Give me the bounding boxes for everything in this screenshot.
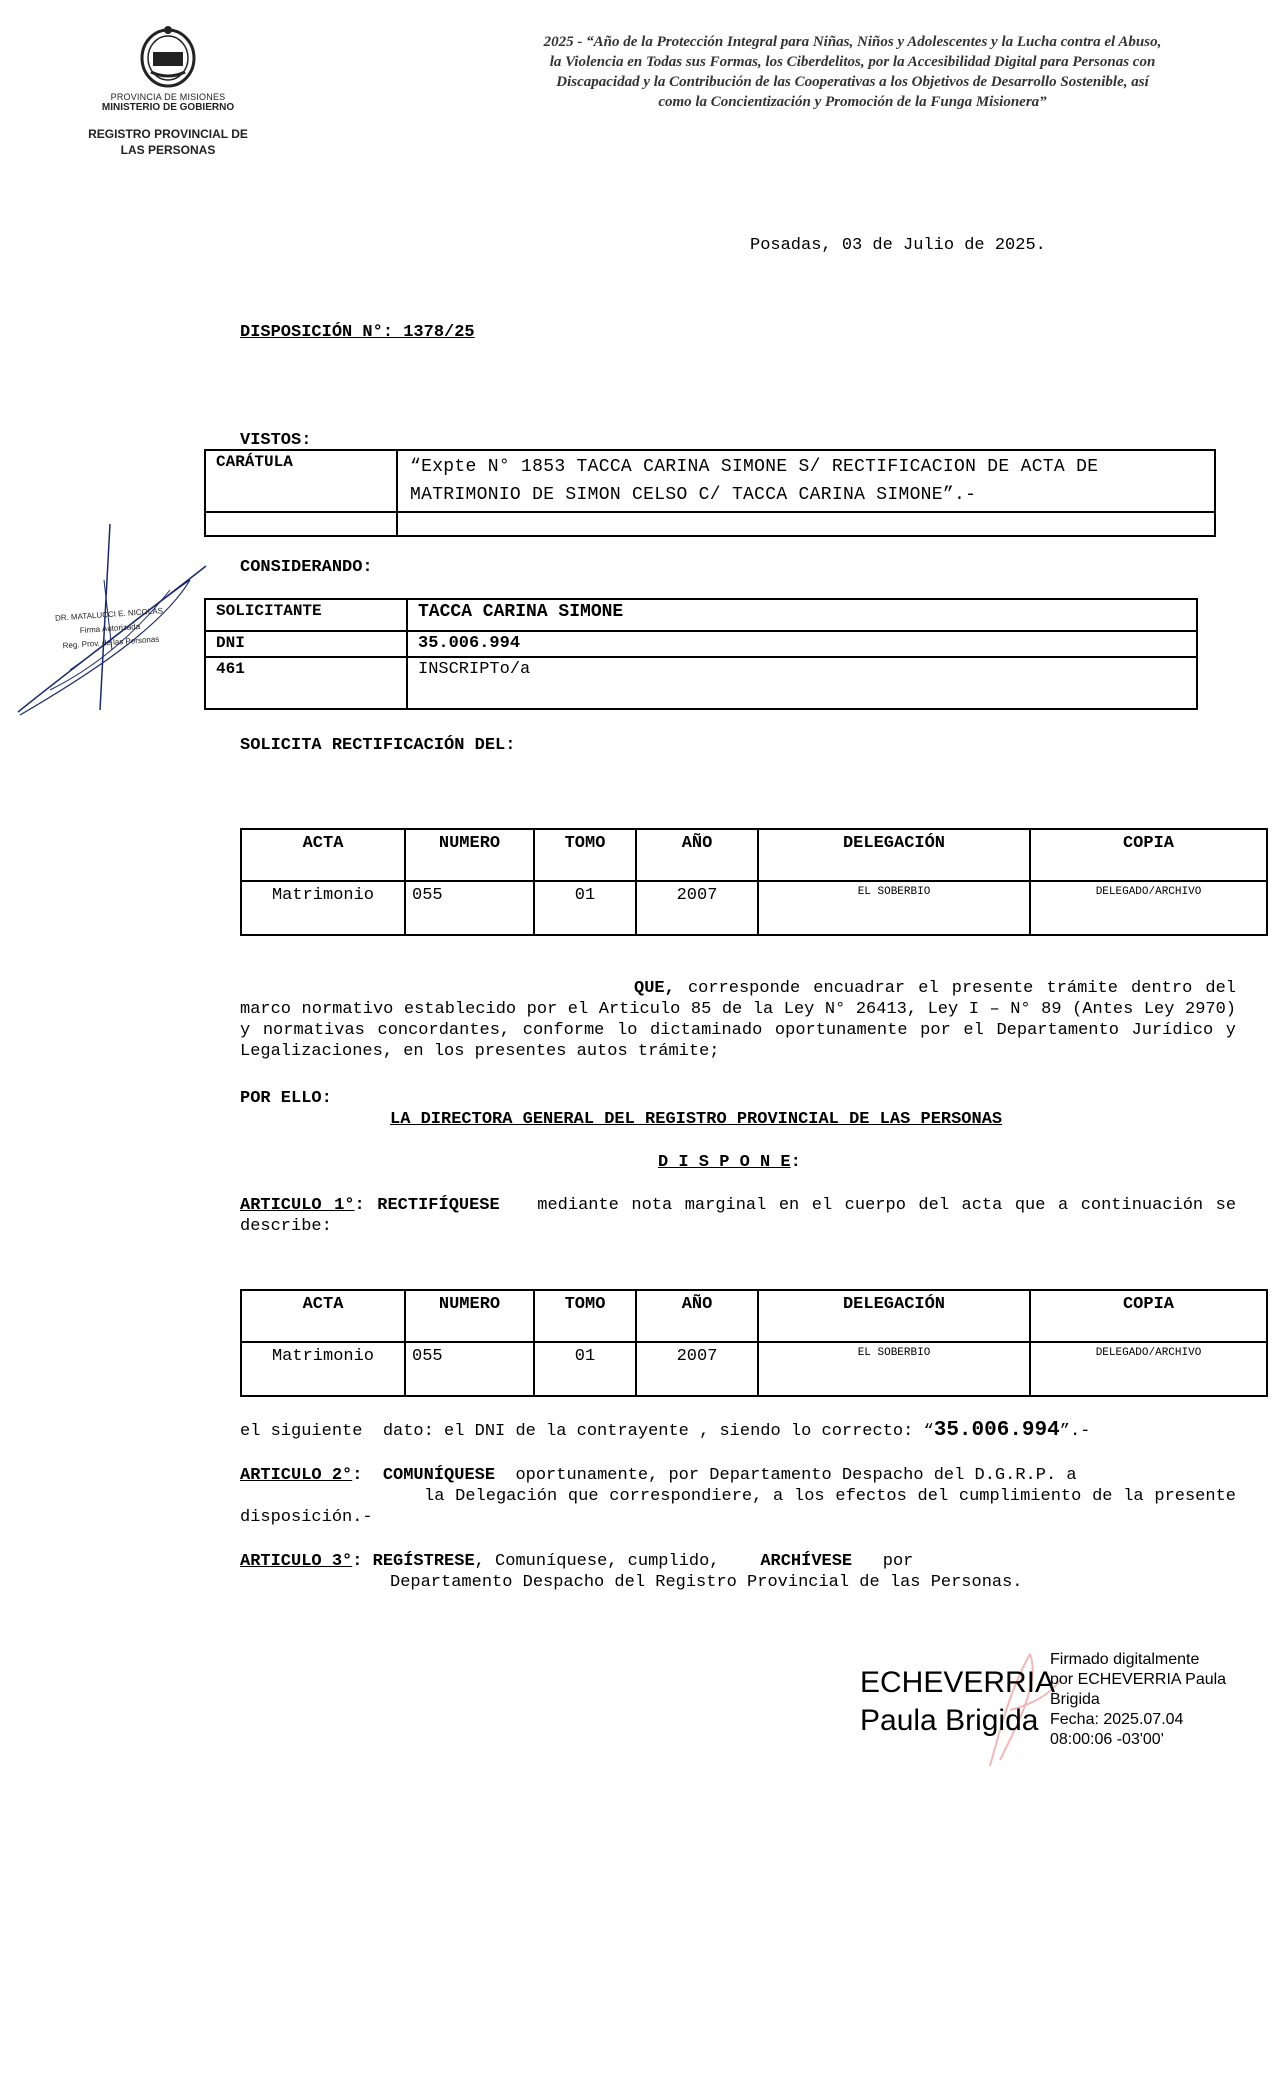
solicitante-label: SOLICITANTE [205,599,407,631]
cell-numero: 055 [405,881,534,935]
dato-close: ”.- [1059,1422,1091,1441]
dispone-heading [658,1152,801,1173]
cell-delegacion: EL SOBERBIO [758,1342,1030,1396]
year-motto: 2025 - “Año de la Protección Integral para Niñas, Niños y Adolescentes y la Lucha contra el Abuso, la Violencia en Todas sus Formas, los Ciberdelitos, por la Accesibilidad Digital para Personas con Discapacidad y la Contribución de las Cooperativas a los Objetivos de Desarrollo Sostenible, así como la Concientización y Promoción de la Funga Misionera” [543,34,1162,110]
col-header-acta: ACTA [241,1290,405,1342]
place-date: Posadas, 03 de Julio de 2025. [750,236,1046,255]
signer-surname: ECHEVERRIA [860,1666,1056,1699]
institution-logo [88,22,248,157]
solicitante-value: TACCA CARINA SIMONE [407,599,1197,631]
signature-info-line-2: por ECHEVERRIA Paula [1050,1671,1227,1688]
articulo-3-label: ARTICULO 3° [240,1552,353,1571]
cell-copia: DELEGADO/ARCHIVO [1030,1342,1267,1396]
dato-open-quote: “ [923,1422,934,1441]
col-header-numero: NUMERO [405,829,534,881]
articulo-1-verb: RECTIFÍQUESE [377,1196,500,1215]
col-header-delegacion: DELEGACIÓN [758,1290,1030,1342]
cell-delegacion: EL SOBERBIO [758,881,1030,935]
inscription-status: INSCRIPTo/a [407,657,1197,709]
cell-anio: 2007 [636,881,758,935]
province-seal-icon [137,22,199,92]
articulo-2-text-1: oportunamente, por Departamento Despacho del D.G.R.P. a [515,1466,1077,1485]
signature-info-line-1: Firmado digitalmente [1050,1651,1200,1668]
que-text: corresponde encuadrar el presente trámite dentro del marco normativo establecido por el Articulo 85 de la Ley N° 26413, Ley I – N° 89 (Antes Ley 2970) y normativas concordantes, conforme lo dictaminado oportunamente por el Departamento Jurídico y Legalizaciones, en los presentes autos trámite; [240,979,1236,1061]
caratula-empty-cell [205,512,397,536]
col-header-copia: COPIA [1030,829,1267,881]
articulo-1-text: mediante nota marginal en el cuerpo del acta que a continuación se describe: [240,1196,1237,1236]
articulo-2 [240,1465,1236,1528]
solicitante-table [204,598,1198,710]
dispone-colon: : [790,1153,801,1172]
cell-acta: Matrimonio [241,881,405,935]
articulo-3-verb-2: ARCHÍVESE [760,1552,853,1571]
col-header-copia: COPIA [1030,1290,1267,1342]
signature-info [1050,1650,1250,1750]
articulo-3 [240,1551,1236,1593]
articulo-3-verb-1: REGÍSTRESE [372,1552,475,1571]
col-header-tomo: TOMO [534,1290,636,1342]
caratula-value: “Expte N° 1853 TACCA CARINA SIMONE S/ RECTIFICACION DE ACTA DE MATRIMONIO DE SIMON CELSO C/ TACCA CARINA SIMONE”.- [397,450,1215,512]
articulo-3-text-3: Departamento Despacho del Registro Provincial de las Personas. [390,1573,1023,1592]
signature-stamp [49,604,172,654]
cell-tomo: 01 [534,1342,636,1396]
dni-value: 35.006.994 [407,631,1197,657]
cell-copia: DELEGADO/ARCHIVO [1030,881,1267,935]
directora-heading: LA DIRECTORA GENERAL DEL REGISTRO PROVINCIAL DE LAS PERSONAS [390,1110,1003,1129]
signature-info-line-3: Brigida [1050,1691,1100,1708]
dato-value: 35.006.994 [933,1419,1060,1442]
col-header-tomo: TOMO [534,829,636,881]
considerando-heading: CONSIDERANDO: [240,558,373,577]
por-ello: POR ELLO: [240,1089,332,1108]
signature-time: 08:00:06 -03'00' [1050,1731,1164,1748]
articulo-3-text-2: por [882,1552,914,1571]
caratula-empty-cell [397,512,1215,536]
caratula-table [204,449,1216,537]
articulo-2-label: ARTICULO 2° [240,1466,353,1485]
logo-province-text: PROVINCIA DE MISIONES [110,92,226,102]
stamp-role: Firma Autorizada [79,621,141,636]
cell-numero: 055 [405,1342,534,1396]
logo-ministry-text: MINISTERIO DE GOBIERNO [101,102,235,114]
logo-registry-text-1: REGISTRO PROVINCIAL DE [88,126,248,141]
stamp-office: Reg. Prov. de las Personas [62,634,160,651]
dni-label: DNI [205,631,407,657]
solicita-heading: SOLICITA RECTIFICACIÓN DEL: [240,736,516,755]
logo-registry-text-2: LAS PERSONAS [120,142,216,157]
signer-name [860,1664,1055,1740]
col-header-anio: AÑO [636,829,758,881]
articulo-3-text-1: , Comuníquese, cumplido, [474,1552,720,1571]
stamp-name: DR. MATALUCCI E. NICOLAS [54,606,164,623]
articulo-2-text-2: la Delegación que correspondiere, a los efectos del cumplimiento de la presente disposición.- [240,1487,1236,1527]
dispone-word: D I S P O N E [658,1153,791,1172]
articulo-2-colon: : [352,1466,363,1485]
digital-signature [860,1650,1275,1770]
caratula-label: CARÁTULA [205,450,397,512]
cell-acta: Matrimonio [241,1342,405,1396]
signer-given-name: Paula Brigida [860,1704,1039,1737]
articulo-3-colon: : [352,1552,363,1571]
vistos-heading: VISTOS: [240,431,312,450]
dato-text: el siguiente dato: el DNI de la contrayente , siendo lo correcto: [240,1422,924,1441]
dato-line [240,1420,1090,1442]
col-header-acta: ACTA [241,829,405,881]
articulo-1-label: ARTICULO 1° [240,1196,355,1215]
que-lead: QUE, [634,979,675,998]
signature-date: Fecha: 2025.07.04 [1050,1711,1184,1728]
articulo-1-colon: : [354,1196,365,1215]
articulo-1 [240,1195,1236,1237]
col-header-delegacion: DELEGACIÓN [758,829,1030,881]
inscription-code: 461 [205,657,407,709]
col-header-anio: AÑO [636,1290,758,1342]
col-header-numero: NUMERO [405,1290,534,1342]
acta-table-request [240,828,1268,936]
acta-table-rectify [240,1289,1268,1397]
que-paragraph [240,978,1236,1062]
disposition-number: DISPOSICIÓN N°: 1378/25 [240,323,475,342]
articulo-2-verb: COMUNÍQUESE [382,1466,496,1485]
cell-anio: 2007 [636,1342,758,1396]
cell-tomo: 01 [534,881,636,935]
